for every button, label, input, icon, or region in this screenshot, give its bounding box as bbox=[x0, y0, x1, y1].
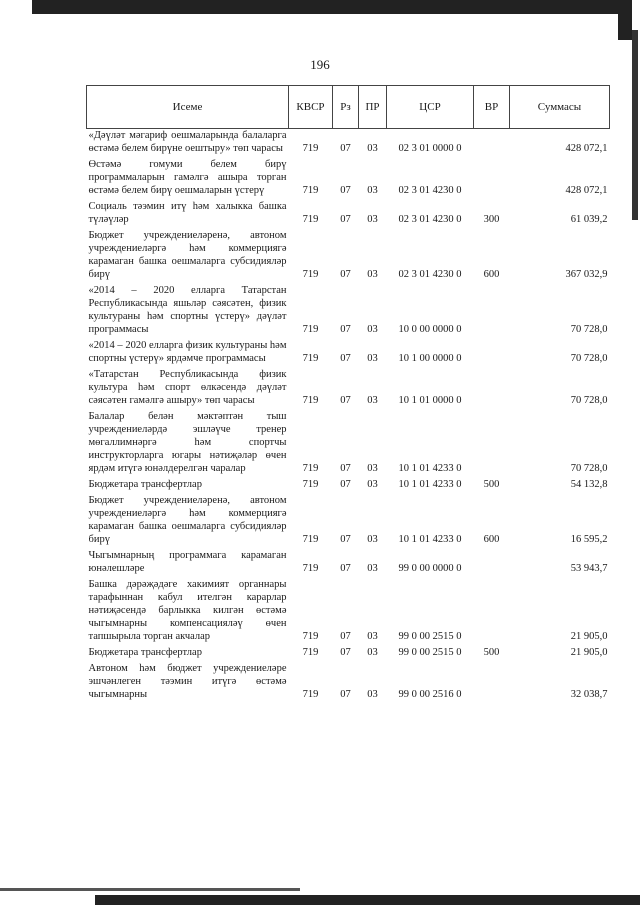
cell-pr: 03 bbox=[367, 479, 378, 490]
cell-kvsr: 719 bbox=[302, 269, 319, 280]
cell-pr: 03 bbox=[367, 534, 378, 545]
table-row bbox=[87, 368, 610, 410]
table-row bbox=[87, 200, 610, 229]
cell-name: «Дәүләт мәгариф оешмаларында балаларга өстәмә белем бирүне оештыру» төп чарасы bbox=[88, 130, 287, 154]
cell-name: Башка дәрәҗәдәге хакимият органнары тарафыннан кабул ителгән карарлар нәтиҗәсендә барлыкка килгән өстәмә чыгымнарны компенсацияләү өчен тапшырыла торган акчалар bbox=[88, 579, 287, 642]
table-row bbox=[87, 646, 610, 662]
cell-rz: 07 bbox=[340, 534, 351, 545]
cell-csr: 99 0 00 0000 0 bbox=[398, 563, 462, 574]
cell-vr: 500 bbox=[483, 647, 500, 658]
cell-sum: 32 038,7 bbox=[570, 689, 608, 700]
cell-rz: 07 bbox=[340, 395, 351, 406]
cell-name: «2014 – 2020 елларга физик культураны һәм спортны үстерү» ярдәмче программасы bbox=[88, 340, 287, 364]
cell-csr: 10 1 01 4233 0 bbox=[398, 479, 462, 490]
cell-csr: 10 0 00 0000 0 bbox=[398, 324, 462, 335]
cell-pr: 03 bbox=[367, 324, 378, 335]
cell-name: Бюджет учреждениеләренә, автоном учреждениеләргә һәм коммерциягә карамаган башка оешмаларга субсидияләр бирү bbox=[88, 230, 287, 280]
cell-rz: 07 bbox=[340, 269, 351, 280]
header-kvsr: КВСР bbox=[289, 86, 333, 129]
cell-vr bbox=[474, 158, 510, 200]
cell-csr: 99 0 00 2515 0 bbox=[398, 647, 462, 658]
cell-kvsr: 719 bbox=[302, 185, 319, 196]
cell-vr bbox=[474, 410, 510, 478]
cell-csr: 10 1 01 0000 0 bbox=[398, 395, 462, 406]
cell-kvsr: 719 bbox=[302, 463, 319, 474]
cell-csr: 10 1 01 4233 0 bbox=[398, 463, 462, 474]
cell-sum: 70 728,0 bbox=[570, 324, 608, 335]
cell-pr: 03 bbox=[367, 214, 378, 225]
table-row bbox=[87, 129, 610, 159]
cell-csr: 02 3 01 0000 0 bbox=[398, 143, 462, 154]
cell-vr bbox=[474, 662, 510, 704]
table-row bbox=[87, 339, 610, 368]
cell-rz: 07 bbox=[340, 479, 351, 490]
cell-vr bbox=[474, 578, 510, 646]
cell-name: Балалар белән мәктәптән тыш учреждениеләрдә эшләүче тренер мөгаллимнәргә һәм спортчы инструкторларга югары нәтиҗәләр өчен ярдәм итүгә юнәлдерелгән чаралар bbox=[88, 411, 287, 474]
cell-csr: 99 0 00 2515 0 bbox=[398, 631, 462, 642]
cell-pr: 03 bbox=[367, 143, 378, 154]
cell-pr: 03 bbox=[367, 353, 378, 364]
cell-sum: 21 905,0 bbox=[570, 647, 608, 658]
cell-sum: 61 039,2 bbox=[570, 214, 608, 225]
cell-kvsr: 719 bbox=[302, 563, 319, 574]
cell-sum: 70 728,0 bbox=[570, 395, 608, 406]
table-row bbox=[87, 549, 610, 578]
table-body bbox=[87, 129, 610, 705]
table-row bbox=[87, 478, 610, 494]
header-name: Исеме bbox=[87, 86, 289, 129]
cell-kvsr: 719 bbox=[302, 395, 319, 406]
cell-csr: 02 3 01 4230 0 bbox=[398, 185, 462, 196]
scan-edge-line bbox=[0, 888, 300, 891]
cell-csr: 02 3 01 4230 0 bbox=[398, 214, 462, 225]
cell-name: Бюджетара трансфертлар bbox=[88, 647, 202, 658]
table-row bbox=[87, 284, 610, 339]
cell-kvsr: 719 bbox=[302, 143, 319, 154]
cell-csr: 10 1 00 0000 0 bbox=[398, 353, 462, 364]
table-header-row bbox=[87, 86, 610, 129]
cell-sum: 21 905,0 bbox=[570, 631, 608, 642]
scan-edge-top bbox=[32, 0, 632, 14]
cell-vr bbox=[474, 549, 510, 578]
cell-name: Бюджет учреждениеләренә, автоном учреждениеләргә һәм коммерциягә карамаган башка оешмаларга субсидияләр бирү bbox=[88, 495, 287, 545]
cell-pr: 03 bbox=[367, 463, 378, 474]
header-pr: ПР bbox=[359, 86, 387, 129]
cell-name: «Татарстан Республикасында физик культура һәм спорт өлкәсендә дәүләт сәясәтен гамәлгә ашыру» төп чарасы bbox=[88, 369, 287, 406]
table-row bbox=[87, 662, 610, 704]
cell-vr bbox=[474, 339, 510, 368]
cell-sum: 70 728,0 bbox=[570, 353, 608, 364]
cell-pr: 03 bbox=[367, 689, 378, 700]
cell-kvsr: 719 bbox=[302, 647, 319, 658]
table-row bbox=[87, 410, 610, 478]
scan-edge-bottom bbox=[95, 895, 640, 905]
cell-sum: 53 943,7 bbox=[570, 563, 608, 574]
cell-rz: 07 bbox=[340, 324, 351, 335]
cell-vr bbox=[474, 368, 510, 410]
header-csr: ЦСР bbox=[387, 86, 474, 129]
cell-pr: 03 bbox=[367, 647, 378, 658]
cell-vr bbox=[474, 129, 510, 159]
cell-kvsr: 719 bbox=[302, 353, 319, 364]
cell-name: Автоном һәм бюджет учреждениеләре эшчәнлеген тәэмин итүгә өстәмә чыгымнарны bbox=[88, 663, 287, 700]
cell-sum: 16 595,2 bbox=[570, 534, 608, 545]
cell-name: Чыгымнарның программага карамаган юнәлешләре bbox=[88, 550, 287, 574]
cell-sum: 54 132,8 bbox=[570, 479, 608, 490]
page-number: 196 bbox=[310, 57, 330, 72]
table-row bbox=[87, 229, 610, 284]
budget-table bbox=[86, 85, 610, 704]
cell-rz: 07 bbox=[340, 631, 351, 642]
cell-name: Бюджетара трансфертлар bbox=[88, 479, 202, 490]
cell-vr bbox=[474, 284, 510, 339]
cell-pr: 03 bbox=[367, 395, 378, 406]
cell-pr: 03 bbox=[367, 563, 378, 574]
cell-sum: 70 728,0 bbox=[570, 463, 608, 474]
cell-rz: 07 bbox=[340, 214, 351, 225]
cell-name: Социаль тәэмин итү һәм халыкка башка түләүләр bbox=[88, 201, 287, 225]
table-row bbox=[87, 494, 610, 549]
cell-rz: 07 bbox=[340, 353, 351, 364]
cell-rz: 07 bbox=[340, 143, 351, 154]
header-sum: Суммасы bbox=[510, 86, 610, 129]
cell-sum: 428 072,1 bbox=[565, 185, 608, 196]
cell-csr: 99 0 00 2516 0 bbox=[398, 689, 462, 700]
cell-rz: 07 bbox=[340, 563, 351, 574]
cell-vr: 300 bbox=[483, 214, 500, 225]
cell-kvsr: 719 bbox=[302, 534, 319, 545]
cell-rz: 07 bbox=[340, 463, 351, 474]
cell-kvsr: 719 bbox=[302, 324, 319, 335]
cell-kvsr: 719 bbox=[302, 479, 319, 490]
cell-name: «2014 – 2020 елларга Татарстан Республикасында яшьләр сәясәтен, физик культураны һәм спортны үстерү» дәүләт программасы bbox=[88, 285, 287, 335]
cell-rz: 07 bbox=[340, 185, 351, 196]
cell-name: Өстәмә гомуми белем бирү программаларын гамәлгә ашыра торган өстәмә белем бирү оешмаларын үстерү bbox=[88, 159, 287, 196]
cell-vr: 600 bbox=[483, 534, 500, 545]
cell-kvsr: 719 bbox=[302, 689, 319, 700]
cell-pr: 03 bbox=[367, 631, 378, 642]
table-row bbox=[87, 578, 610, 646]
cell-kvsr: 719 bbox=[302, 214, 319, 225]
header-vr: ВР bbox=[474, 86, 510, 129]
cell-csr: 02 3 01 4230 0 bbox=[398, 269, 462, 280]
cell-sum: 428 072,1 bbox=[565, 143, 608, 154]
cell-rz: 07 bbox=[340, 689, 351, 700]
cell-vr: 500 bbox=[483, 479, 500, 490]
cell-pr: 03 bbox=[367, 269, 378, 280]
cell-csr: 10 1 01 4233 0 bbox=[398, 534, 462, 545]
cell-rz: 07 bbox=[340, 647, 351, 658]
cell-kvsr: 719 bbox=[302, 631, 319, 642]
cell-vr: 600 bbox=[483, 269, 500, 280]
table-row bbox=[87, 158, 610, 200]
cell-pr: 03 bbox=[367, 185, 378, 196]
header-rz: Рз bbox=[333, 86, 359, 129]
cell-sum: 367 032,9 bbox=[565, 269, 608, 280]
